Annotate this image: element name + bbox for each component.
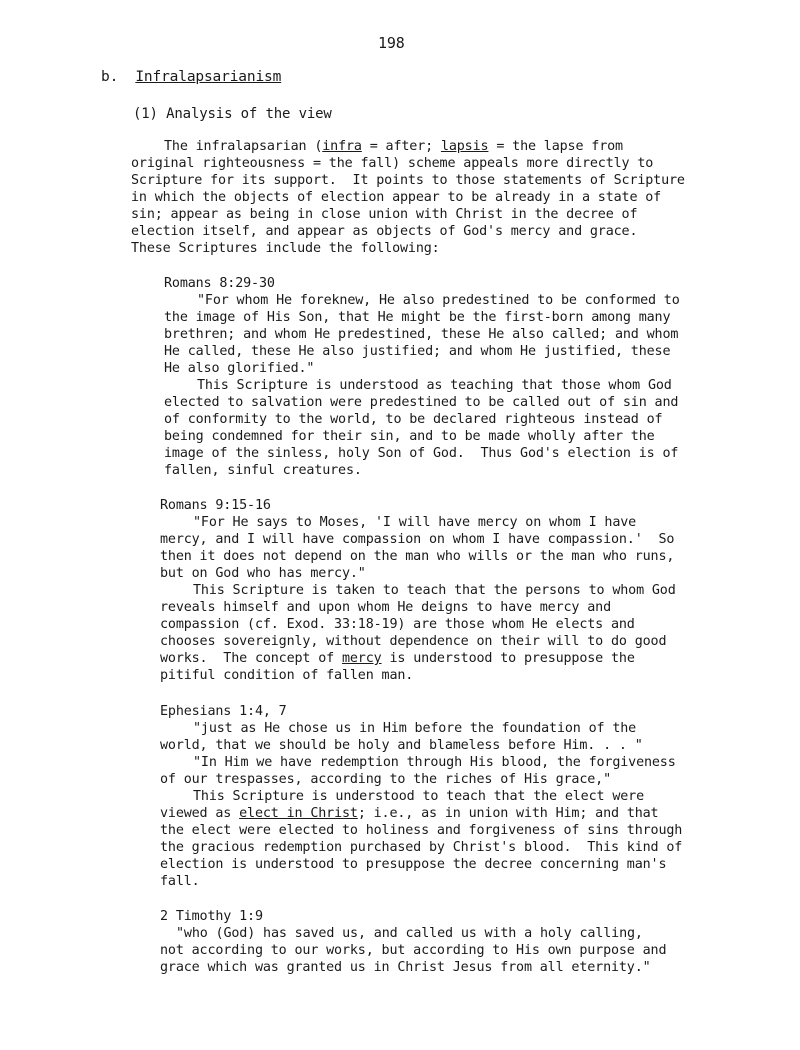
section-heading [101, 69, 281, 85]
intro-line: election itself, and appear as objects of God's mercy and grace. [131, 224, 638, 239]
commentary-line: image of the sinless, holy Son of God. Thus God's election is of [164, 446, 679, 461]
intro-line-1: The infralapsarian (infra = after; lapsis = the lapse from [164, 139, 623, 154]
intro-line: These Scriptures include the following: [131, 241, 440, 256]
scripture-reference: Romans 8:29-30 [164, 276, 275, 291]
quote-line: "For whom He foreknew, He also predestined to be conformed to [197, 293, 680, 308]
commentary-line: the gracious redemption purchased by Christ's blood. This kind of [160, 840, 683, 855]
commentary-line: elected to salvation were predestined to be called out of sin and [164, 395, 679, 410]
quote-line: mercy, and I will have compassion on whom I have compassion.' So [160, 532, 675, 547]
quote-line: of our trespasses, according to the riches of His grace," [160, 772, 611, 787]
quote-line: world, that we should be holy and blameless before Him. . . " [160, 738, 643, 753]
scripture-reference: Ephesians 1:4, 7 [160, 704, 287, 719]
commentary-line: This Scripture is understood as teaching that those whom God [197, 378, 672, 393]
commentary-line: reveals himself and upon whom He deigns to have mercy and [160, 600, 611, 615]
section-letter: b. [101, 69, 119, 85]
intro-line: original righteousness = the fall) scheme appeals more directly to [131, 156, 654, 171]
commentary-line: being condemned for their sin, and to be made wholly after the [164, 429, 655, 444]
page-number: 198 [378, 34, 405, 52]
commentary-line: fall. [160, 874, 200, 889]
quote-line: "In Him we have redemption through His blood, the forgiveness [193, 755, 676, 770]
quote-line: then it does not depend on the man who wills or the man who runs, [160, 549, 675, 564]
commentary-line: pitiful condition of fallen man. [160, 668, 414, 683]
commentary-line: of conformity to the world, to be declared righteous instead of [164, 412, 663, 427]
quote-line: grace which was granted us in Christ Jesus from all eternity." [160, 960, 651, 975]
commentary-line: viewed as elect in Christ; i.e., as in union with Him; and that [160, 806, 659, 821]
section-title: Infralapsarianism [135, 69, 282, 85]
quote-line: "just as He chose us in Him before the foundation of the [193, 721, 637, 736]
quote-line: brethren; and whom He predestined, these He also called; and whom [164, 327, 679, 342]
commentary-line: works. The concept of mercy is understood to presuppose the [160, 651, 635, 666]
quote-line: the image of His Son, that He might be the first-born among many [164, 310, 671, 325]
quote-line: He also glorified." [164, 361, 315, 376]
commentary-line: compassion (cf. Exod. 33:18-19) are those whom He elects and [160, 617, 635, 632]
term-infra: infra [322, 139, 362, 154]
subsection-heading: (1) Analysis of the view [133, 106, 332, 122]
quote-line: not according to our works, but according to His own purpose and [160, 943, 667, 958]
quote-line: but on God who has mercy." [160, 566, 366, 581]
commentary-line: This Scripture is taken to teach that the persons to whom God [193, 583, 676, 598]
quote-line: He called, these He also justified; and whom He justified, these [164, 344, 671, 359]
commentary-line: election is understood to presuppose the decree concerning man's [160, 857, 667, 872]
term-elect-in-christ: elect in Christ [239, 806, 358, 821]
intro-line: sin; appear as being in close union with Christ in the decree of [131, 207, 638, 222]
term-mercy: mercy [341, 651, 382, 666]
intro-line: in which the objects of election appear to be already in a state of [131, 190, 662, 205]
commentary-line: fallen, sinful creatures. [164, 463, 362, 478]
scripture-reference: Romans 9:15-16 [160, 498, 271, 513]
commentary-line: the elect were elected to holiness and forgiveness of sins through [160, 823, 683, 838]
scripture-reference: 2 Timothy 1:9 [160, 909, 263, 924]
term-lapsis: lapsis [440, 139, 489, 154]
commentary-line: This Scripture is understood to teach that the elect were [193, 789, 644, 804]
quote-line: "who (God) has saved us, and called us with a holy calling, [176, 926, 643, 941]
quote-line: "For He says to Moses, 'I will have mercy on whom I have [193, 515, 637, 530]
commentary-line: chooses sovereignly, without dependence on their will to do good [160, 634, 667, 649]
intro-line: Scripture for its support. It points to those statements of Scripture [131, 173, 685, 188]
